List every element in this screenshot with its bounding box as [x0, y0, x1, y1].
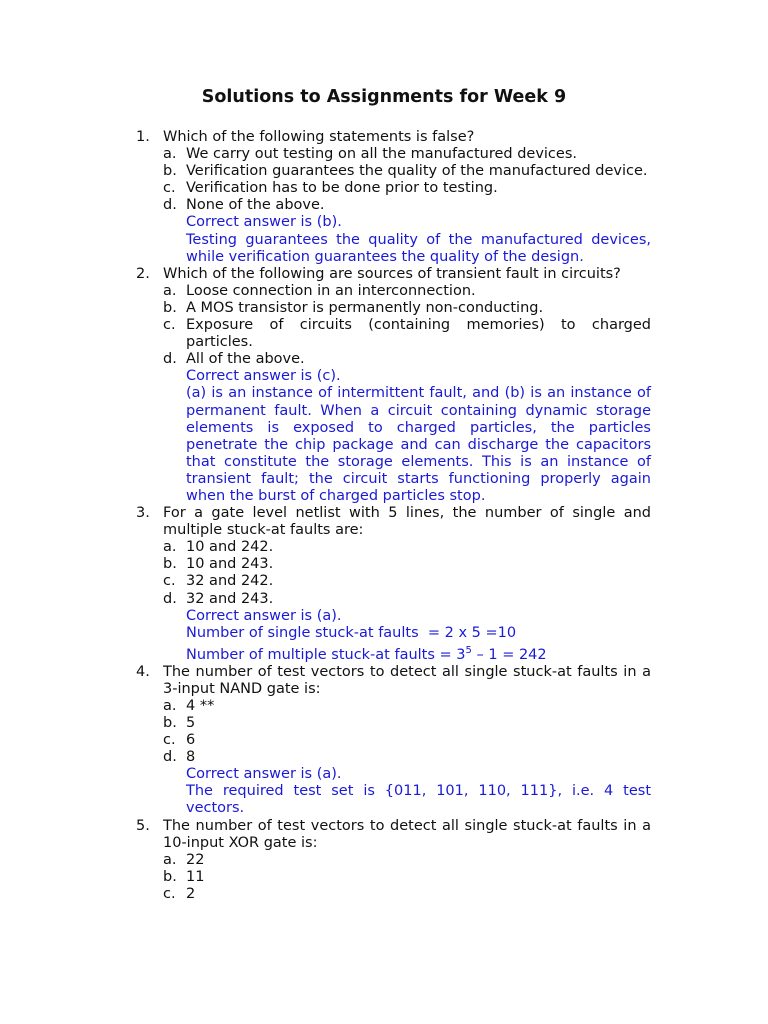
question-number: 1. [136, 129, 150, 145]
multiple-faults-suffix: – 1 = 242 [471, 646, 547, 663]
option-c [163, 317, 651, 351]
option-text: 6 [186, 732, 196, 749]
option-text: Verification guarantees the quality of the manufactured device. [186, 163, 648, 180]
answer-block [163, 368, 651, 505]
option-letter: d. [163, 197, 177, 214]
option-text: 32 and 243. [186, 590, 274, 607]
option-letter: b. [163, 868, 177, 885]
option-c [163, 732, 651, 749]
option-list [163, 283, 651, 368]
correct-answer: Correct answer is (a). [186, 607, 342, 624]
question-text: The number of test vectors to detect all single stuck-at faults in a 3-input NAND gate is: [163, 663, 651, 697]
answer-block [163, 608, 651, 664]
option-b [163, 299, 651, 317]
option-letter: c. [163, 573, 176, 590]
option-letter: b. [163, 163, 177, 180]
option-a [163, 539, 651, 556]
multiple-faults-prefix: Number of multiple stuck-at faults = 3 [186, 646, 466, 663]
option-letter: d. [163, 351, 177, 368]
answer-explanation: (a) is an instance of intermittent fault, and (b) is an instance of permanent fault. When a circuit containing dynamic storage elements is exposed to charged particles, the particles penetrate the chip package and can discharge the capacitors that constitute the storage elements. This is an instance of transient fault; the circuit starts functioning properly again when the burst of charged particles stop. [186, 385, 651, 504]
answer-block [163, 766, 651, 817]
correct-answer: Correct answer is (a). [186, 766, 342, 783]
question-number: 3. [136, 505, 150, 522]
option-letter: c. [163, 180, 176, 197]
option-d [163, 197, 651, 214]
option-text: 5 [186, 715, 196, 732]
correct-answer: Correct answer is (b). [186, 214, 342, 231]
multiple-faults-exponent: 5 [465, 644, 472, 656]
option-d [163, 590, 651, 608]
option-text: 8 [186, 749, 196, 766]
option-a [163, 282, 651, 300]
option-text: Verification has to be done prior to testing. [186, 180, 498, 197]
option-letter: b. [163, 556, 177, 573]
option-c [163, 573, 651, 590]
option-letter: c. [163, 732, 176, 749]
question-number: 5. [136, 817, 150, 834]
option-letter: c. [163, 885, 176, 902]
option-letter: a. [163, 282, 177, 299]
option-a [163, 146, 651, 163]
option-c [163, 885, 651, 903]
question-3 [136, 505, 651, 664]
option-list [163, 146, 651, 214]
option-letter: a. [163, 146, 177, 163]
question-list [136, 129, 651, 903]
option-text: 22 [186, 851, 205, 868]
answer-explanation: The required test set is {011, 101, 110, 111}, i.e. 4 test vectors. [186, 783, 651, 817]
option-letter: c. [163, 317, 176, 334]
option-text: 32 and 242. [186, 573, 274, 590]
option-letter: b. [163, 715, 177, 732]
option-a [163, 697, 651, 715]
option-letter: a. [163, 851, 177, 868]
question-2 [136, 265, 651, 505]
question-text: For a gate level netlist with 5 lines, the number of single and multiple stuck-at faults are: [163, 505, 651, 539]
option-b [163, 556, 651, 573]
question-number: 2. [136, 265, 150, 282]
question-1 [136, 129, 651, 266]
question-text: Which of the following statements is false? [163, 129, 475, 145]
option-b [163, 868, 651, 886]
option-c [163, 180, 651, 197]
option-d [163, 749, 651, 766]
option-list [163, 852, 651, 903]
option-list [163, 698, 651, 766]
question-text: Which of the following are sources of transient fault in circuits? [163, 265, 621, 282]
option-text: 10 and 242. [186, 539, 274, 556]
option-text: We carry out testing on all the manufactured devices. [186, 146, 577, 163]
option-letter: a. [163, 697, 177, 714]
multiple-faults-line [186, 642, 651, 664]
option-text: Loose connection in an interconnection. [186, 282, 476, 299]
option-text: 10 and 243. [186, 556, 274, 573]
option-text: 2 [186, 885, 196, 902]
option-letter: d. [163, 590, 177, 607]
option-text: 11 [186, 868, 205, 885]
question-number: 4. [136, 663, 150, 680]
option-a [163, 851, 651, 869]
question-4 [136, 663, 651, 818]
option-letter: d. [163, 749, 177, 766]
answer-block [163, 214, 651, 265]
page-title: Solutions to Assignments for Week 9 [201, 87, 567, 107]
option-letter: a. [163, 539, 177, 556]
option-text: All of the above. [186, 351, 305, 368]
option-b [163, 163, 651, 180]
option-d [163, 351, 651, 368]
answer-explanation: Testing guarantees the quality of the manufactured devices, while verification guarantees the quality of the design. [186, 231, 651, 265]
option-list [163, 539, 651, 607]
question-5 [136, 817, 651, 903]
single-faults-line: Number of single stuck-at faults = 2 x 5 =10 [186, 624, 517, 641]
option-text: None of the above. [186, 197, 325, 214]
option-text: Exposure of circuits (containing memories) to charged particles. [186, 317, 651, 351]
question-text: The number of test vectors to detect all single stuck-at faults in a 10-input XOR gate is: [163, 817, 651, 851]
correct-answer: Correct answer is (c). [186, 368, 341, 385]
option-text: 4 ** [186, 697, 215, 714]
option-letter: b. [163, 299, 177, 316]
option-text: A MOS transistor is permanently non-conducting. [186, 299, 544, 316]
option-b [163, 715, 651, 732]
